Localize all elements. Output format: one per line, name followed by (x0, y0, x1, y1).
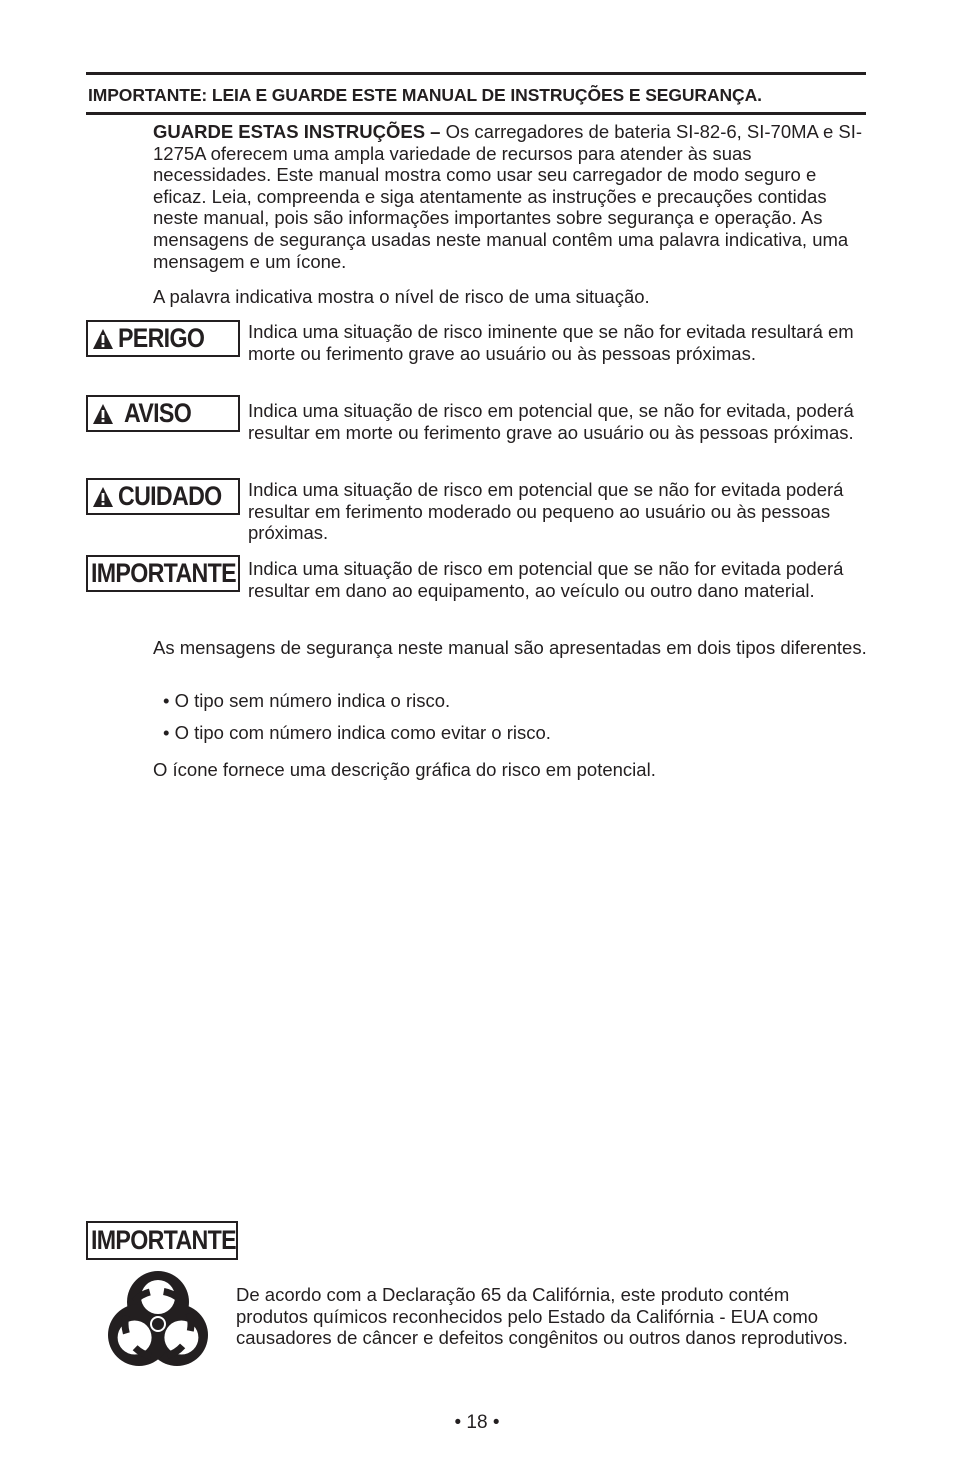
intro-text: Os carregadores de bateria SI-82-6, SI-70MA e SI-1275A oferecem uma ampla variedade de recursos para atender às suas necessidades. Este manual mostra como usar seu carregador de modo seguro e eficaz. Leia, compreenda e siga atentamente as instruções e precauções contidas neste manual, pois são informações importantes sobre segurança e operação. As mensagens de segurança usadas neste manual contêm uma palavra indicativa, uma mensagem e um ícone. (153, 121, 863, 272)
intro-paragraph (153, 121, 869, 272)
prop65-label-box (86, 1221, 238, 1260)
warning-triangle-icon (92, 328, 114, 350)
warning-triangle-icon (92, 403, 114, 425)
messages-intro: As mensagens de segurança neste manual são apresentadas em dois tipos diferentes. (153, 637, 867, 658)
signal-importante (86, 555, 240, 592)
prop65-label: IMPORTANTE (91, 1225, 236, 1255)
signal-description: Indica uma situação de risco em potencial que se não for evitada poderá resultar em ferimento moderado ou pequeno ao usuário ou às pessoas próximas. (248, 479, 844, 544)
warning-triangle-icon (92, 486, 114, 508)
biohazard-icon (93, 1262, 223, 1386)
signal-label: CUIDADO (118, 481, 222, 511)
signal-label: PERIGO (118, 323, 205, 353)
icon-note: O ícone fornece uma descrição gráfica do risco em potencial. (153, 759, 656, 780)
page-number: • 18 • (454, 1412, 500, 1433)
signal-description: Indica uma situação de risco em potencial que, se não for evitada, poderá resultar em morte ou ferimento grave ao usuário ou às pessoas próximas. (248, 400, 854, 443)
list-item: • O tipo com número indica como evitar o risco. (163, 722, 551, 743)
intro-lead: GUARDE ESTAS INSTRUÇÕES – (153, 121, 441, 142)
signal-perigo (86, 320, 240, 357)
prop65-text: De acordo com a Declaração 65 da Califórnia, este produto contém produtos químicos reconhecidos pelo Estado da Califórnia - EUA como causadores de câncer e defeitos congênitos ou outros danos reprodutivos. (236, 1284, 848, 1349)
page-header: IMPORTANTE: LEIA E GUARDE ESTE MANUAL DE INSTRUÇÕES E SEGURANÇA. (86, 72, 866, 115)
signal-cuidado (86, 478, 240, 515)
signal-description: Indica uma situação de risco iminente que se não for evitada resultará em morte ou ferimento grave ao usuário ou às pessoas próximas. (248, 321, 854, 364)
list-item: • O tipo sem número indica o risco. (163, 690, 451, 711)
signal-description: Indica uma situação de risco em potencial que se não for evitada poderá resultar em dano ao equipamento, ao veículo ou outro dano material. (248, 558, 844, 601)
signal-label: AVISO (124, 398, 192, 428)
signal-aviso (86, 395, 240, 432)
signal-label: IMPORTANTE (91, 558, 236, 588)
signal-intro: A palavra indicativa mostra o nível de risco de uma situação. (153, 286, 650, 307)
